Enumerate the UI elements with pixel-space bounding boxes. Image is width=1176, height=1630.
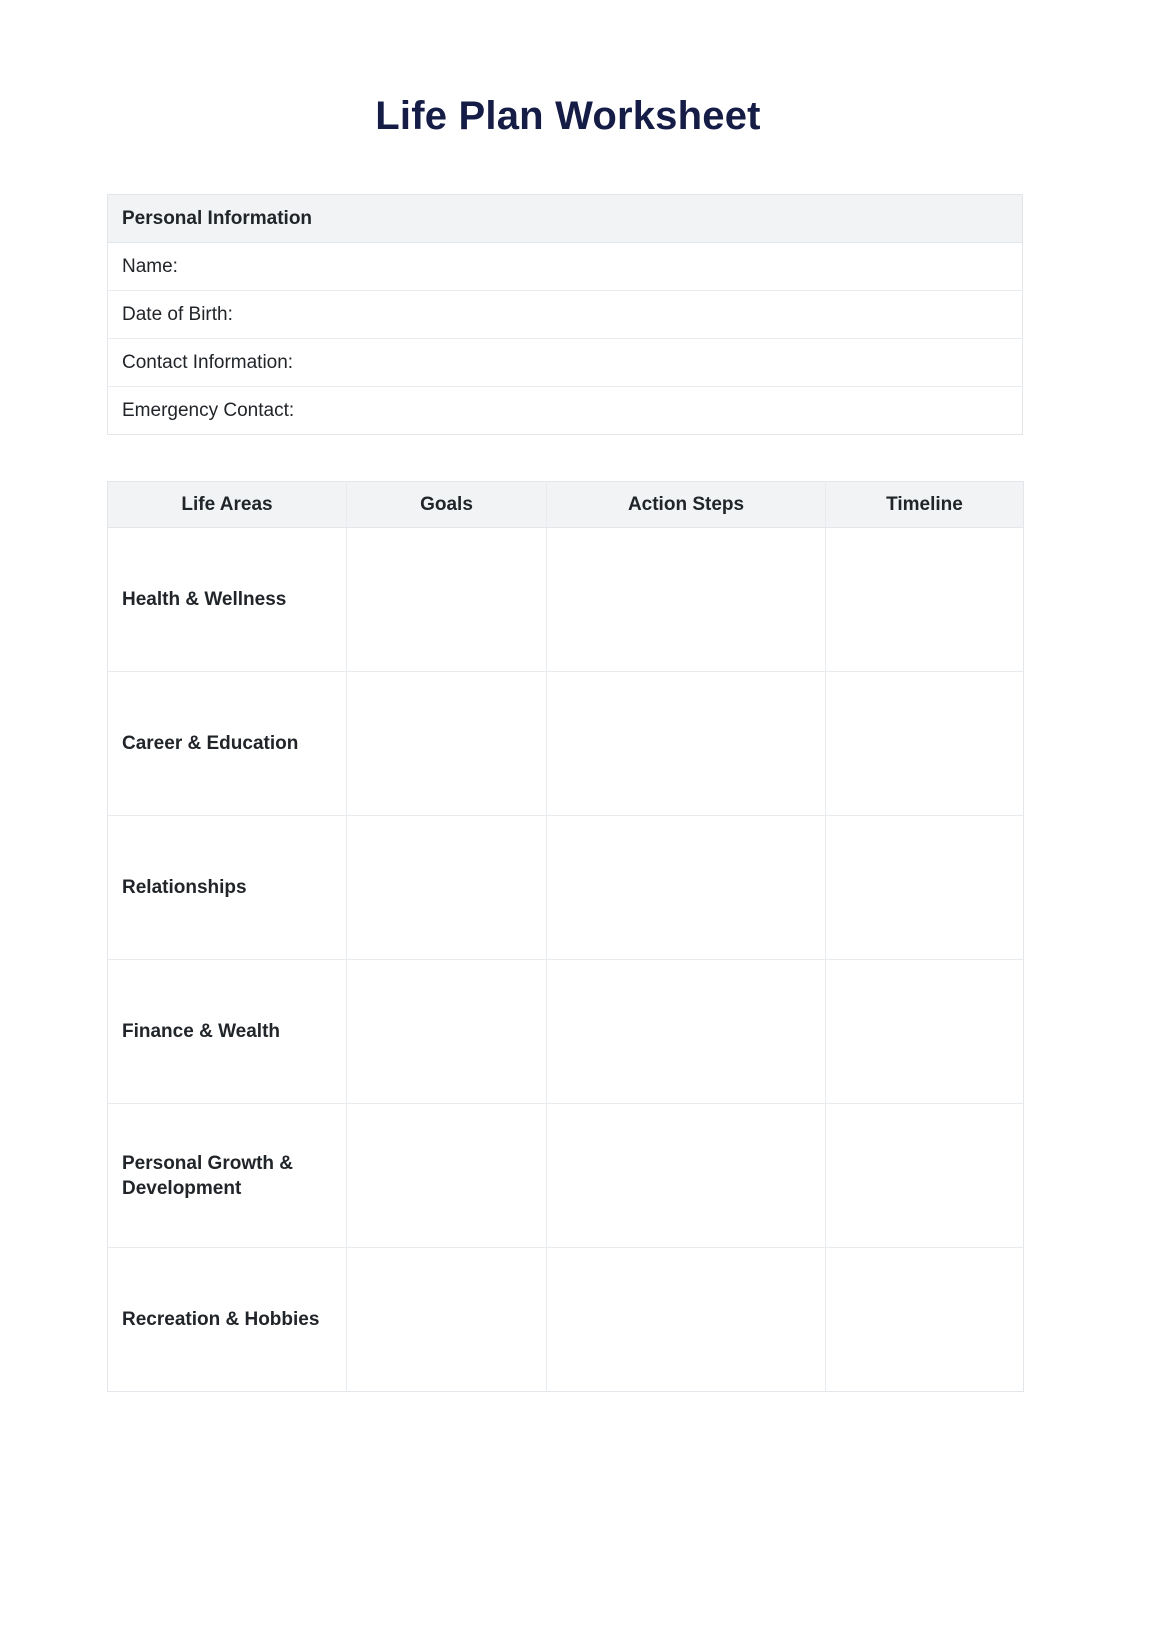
table-row	[108, 387, 1023, 435]
action-steps-entry-cell[interactable]	[547, 528, 826, 672]
table-row	[108, 243, 1023, 291]
action-steps-entry-cell[interactable]	[547, 1104, 826, 1248]
table-row	[108, 1248, 1024, 1392]
life-area-label: Relationships	[108, 816, 347, 960]
life-area-label: Finance & Wealth	[108, 960, 347, 1104]
table-header-row	[108, 482, 1024, 528]
table-row	[108, 816, 1024, 960]
column-header-goals: Goals	[347, 482, 547, 528]
action-steps-entry-cell[interactable]	[547, 1248, 826, 1392]
life-area-label: Personal Growth & Development	[108, 1104, 347, 1248]
goals-entry-cell[interactable]	[347, 1104, 547, 1248]
goals-entry-cell[interactable]	[347, 528, 547, 672]
goals-entry-cell[interactable]	[347, 672, 547, 816]
life-areas-table	[107, 481, 1024, 1392]
table-row	[108, 960, 1024, 1104]
life-area-label: Career & Education	[108, 672, 347, 816]
goals-entry-cell[interactable]	[347, 1248, 547, 1392]
personal-information-section-title: Personal Information	[108, 195, 1023, 243]
personal-information-header-row	[108, 195, 1023, 243]
life-area-label: Recreation & Hobbies	[108, 1248, 347, 1392]
goals-entry-cell[interactable]	[347, 960, 547, 1104]
timeline-entry-cell[interactable]	[826, 528, 1024, 672]
column-header-life-areas: Life Areas	[108, 482, 347, 528]
timeline-entry-cell[interactable]	[826, 1248, 1024, 1392]
table-row	[108, 339, 1023, 387]
page-title: Life Plan Worksheet	[375, 94, 761, 138]
field-name[interactable]: Name:	[108, 243, 1023, 291]
timeline-entry-cell[interactable]	[826, 816, 1024, 960]
field-emergency-contact[interactable]: Emergency Contact:	[108, 387, 1023, 435]
timeline-entry-cell[interactable]	[826, 1104, 1024, 1248]
table-row	[108, 291, 1023, 339]
personal-information-table	[107, 194, 1023, 435]
life-area-label: Health & Wellness	[108, 528, 347, 672]
action-steps-entry-cell[interactable]	[547, 672, 826, 816]
action-steps-entry-cell[interactable]	[547, 960, 826, 1104]
action-steps-entry-cell[interactable]	[547, 816, 826, 960]
goals-entry-cell[interactable]	[347, 816, 547, 960]
table-row	[108, 672, 1024, 816]
column-header-action-steps: Action Steps	[547, 482, 826, 528]
timeline-entry-cell[interactable]	[826, 672, 1024, 816]
timeline-entry-cell[interactable]	[826, 960, 1024, 1104]
table-row	[108, 528, 1024, 672]
field-date-of-birth[interactable]: Date of Birth:	[108, 291, 1023, 339]
field-contact-information[interactable]: Contact Information:	[108, 339, 1023, 387]
column-header-timeline: Timeline	[826, 482, 1024, 528]
table-row	[108, 1104, 1024, 1248]
